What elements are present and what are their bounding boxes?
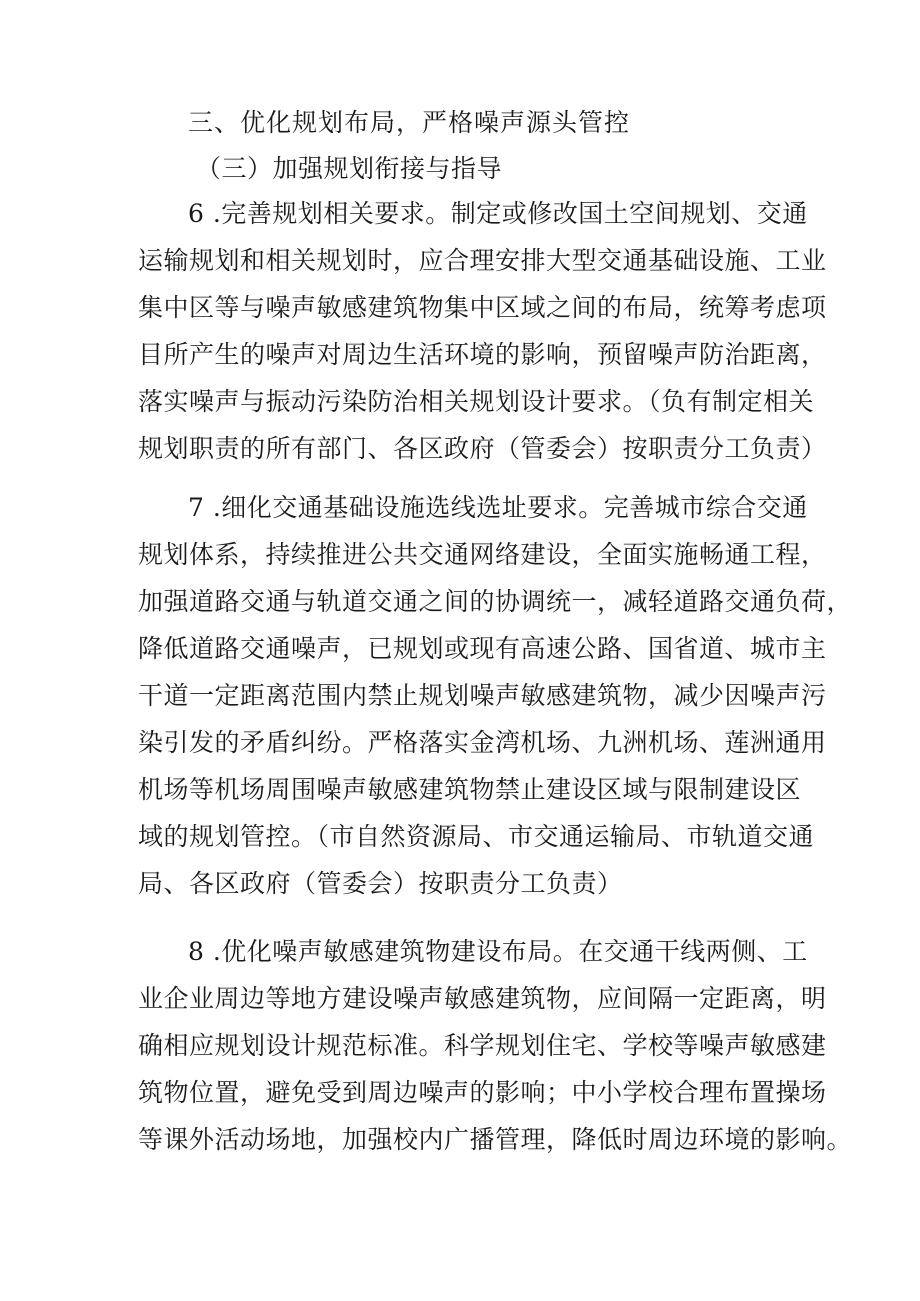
paragraph-6-line: 规划职责的所有部门、各区政府（管委会）按职责分工负责） (138, 434, 827, 463)
paragraph-7-line: 规划体系，持续推进公共交通网络建设，全面实施畅通工程， (138, 540, 827, 569)
paragraph-7-line: 干道一定距离范围内禁止规划噪声敏感建筑物，减少因噪声污 (138, 681, 827, 710)
paragraph-8-line: 筑物位置，避免受到周边噪声的影响；中小学校合理布置操场 (138, 1078, 827, 1107)
section-heading: 三、优化规划布局，严格噪声源头管控 (188, 108, 631, 137)
paragraph-7-line: 局、各区政府（管委会）按职责分工负责） (138, 869, 623, 898)
paragraph-7-line: 降低道路交通噪声，已规划或现有高速公路、国省道、城市主 (138, 634, 827, 663)
paragraph-6-line: 目所产生的噪声对周边生活环境的影响，预留噪声防治距离， (138, 340, 827, 369)
paragraph-6-line: 集中区等与噪声敏感建筑物集中区域之间的布局，统筹考虑项 (138, 293, 827, 322)
paragraph-7-line: 加强道路交通与轨道交通之间的协调统一，减轻道路交通负荷， (138, 587, 853, 616)
paragraph-6-line: 运输规划和相关规划时，应合理安排大型交通基础设施、工业 (138, 246, 827, 275)
paragraph-7-line: 机场等机场周围噪声敏感建筑物禁止建设区域与限制建设区 (138, 775, 802, 804)
paragraph-6-line: 6 .完善规划相关要求。制定或修改国土空间规划、交通 (188, 199, 808, 228)
paragraph-6-line: 落实噪声与振动污染防治相关规划设计要求。（负有制定相关 (138, 387, 815, 416)
paragraph-8-line: 业企业周边等地方建设噪声敏感建筑物，应间隔一定距离，明 (138, 984, 827, 1013)
paragraph-7-line: 染引发的矛盾纠纷。严格落实金湾机场、九洲机场、莲洲通用 (138, 728, 827, 757)
paragraph-7-line: 域的规划管控。（市自然资源局、市交通运输局、市轨道交通 (138, 822, 815, 851)
paragraph-8-line: 确相应规划设计规范标准。科学规划住宅、学校等噪声敏感建 (138, 1031, 827, 1060)
subsection-heading: （三）加强规划衔接与指导 (196, 154, 503, 183)
paragraph-8-line: 8 .优化噪声敏感建筑物建设布局。在交通干线两侧、工 (188, 937, 808, 966)
paragraph-8-line: 等课外活动场地，加强校内广播管理，降低时周边环境的影响。 (138, 1125, 853, 1154)
paragraph-7-line: 7 .细化交通基础设施选线选址要求。完善城市综合交通 (188, 493, 808, 522)
